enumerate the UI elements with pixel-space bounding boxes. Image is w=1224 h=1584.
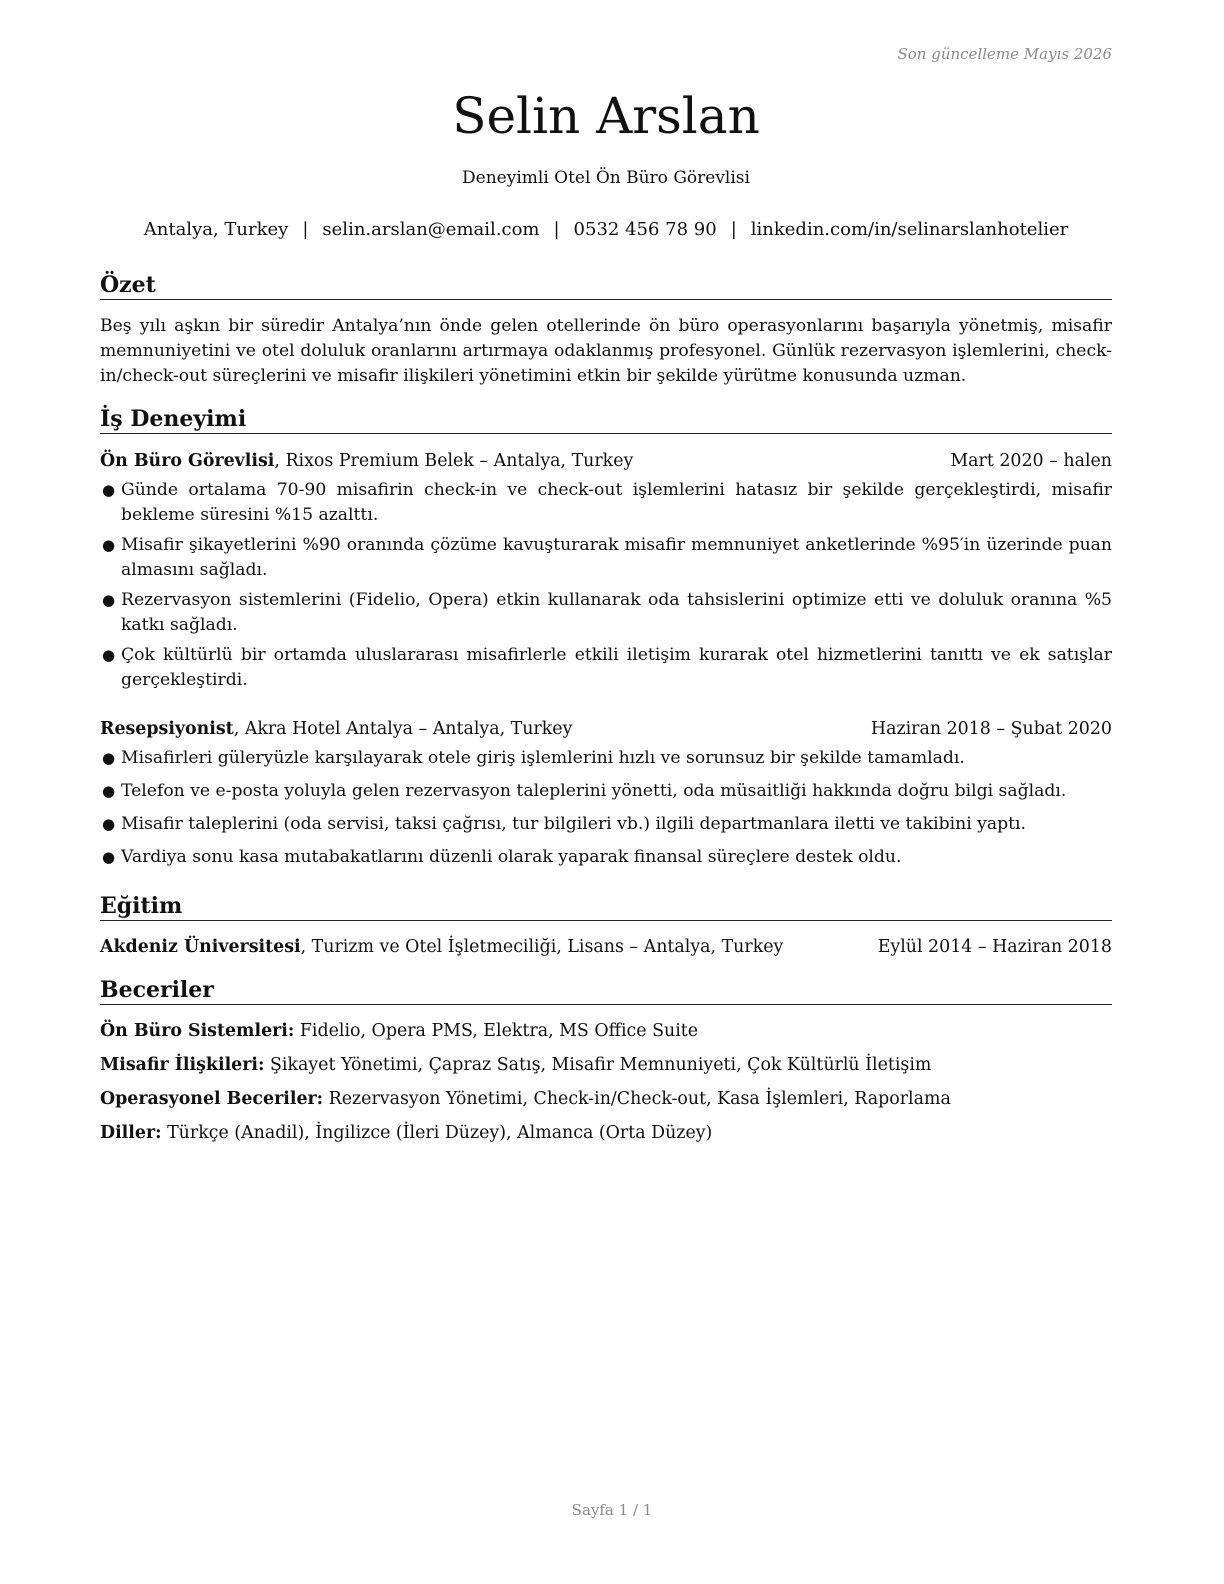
bullet-icon: ●: [102, 591, 116, 609]
list-item: [100, 746, 1112, 771]
contact-line: [100, 219, 1112, 240]
education-dates: Eylül 2014 – Haziran 2018: [877, 937, 1112, 957]
section-title-skills: Beceriler: [100, 977, 1112, 1005]
bullet-icon: ●: [102, 536, 116, 554]
degree-detail: , Turizm ve Otel İşletmeciliği, Lisans – Antalya, Turkey: [300, 937, 784, 957]
contact-separator: |: [553, 219, 560, 240]
contact-separator: |: [730, 219, 737, 240]
bullet-text: Misafir taleplerini (oda servisi, taksi çağrısı, tur bilgileri vb.) ilgili departmanlara iletti ve takibini yaptı.: [121, 814, 1026, 834]
list-item: [100, 478, 1112, 528]
experience-role: [100, 449, 633, 473]
list-item: [100, 588, 1112, 638]
skill-line: [100, 1053, 1112, 1077]
job-dates: Haziran 2018 – Şubat 2020: [870, 719, 1112, 739]
contact-separator: |: [302, 219, 309, 240]
list-item: [100, 779, 1112, 804]
page-number: Sayfa 1 / 1: [571, 1501, 653, 1519]
section-title-education: Eğitim: [100, 893, 1112, 921]
bullet-text: Rezervasyon sistemlerini (Fidelio, Opera) etkin kullanarak oda tahsislerini optimize etti ve doluluk oranına %5 katkı sağladı.: [121, 590, 1112, 635]
candidate-name: Selin Arslan: [452, 87, 760, 145]
bullet-icon: ●: [102, 815, 116, 833]
job-title: Ön Büro Görevlisi: [100, 451, 275, 471]
bullet-icon: ●: [102, 481, 116, 499]
skill-label: Operasyonel Beceriler:: [100, 1089, 324, 1109]
experience-bullets: [100, 746, 1112, 870]
skill-label: Diller:: [100, 1123, 162, 1143]
bullet-text: Çok kültürlü bir ortamda uluslararası misafirlerle etkili iletişim kurarak otel hizmetlerini tanıttı ve ek satışlar gerçekleştirdi.: [121, 645, 1112, 690]
bullet-text: Telefon ve e-posta yoluyla gelen rezervasyon taleplerini yönetti, oda müsaitliği hakkında doğru bilgi sağladı.: [121, 781, 1067, 801]
list-item: [100, 812, 1112, 837]
job-title: Resepsiyonist: [100, 719, 234, 739]
education-degree: [100, 935, 783, 959]
contact-linkedin[interactable]: linkedin.com/in/selinarslanhotelier: [750, 219, 1069, 240]
bullet-text: Misafirleri güleryüzle karşılayarak otele giriş işlemlerini hızlı ve sorunsuz bir şekilde tamamladı.: [121, 748, 965, 768]
summary-text: Beş yılı aşkın bir süredir Antalya’nın önde gelen otellerinde ön büro operasyonlarını başarıyla yönetmiş, misafir memnuniyetini ve otel doluluk oranlarını artırmaya odaklanmış profesyonel. Günlük rezervasyon işlemlerini, check-in/check-out süreçlerini ve misafir ilişkileri yönetimini etkin bir şekilde yürütme konusunda uzman.: [100, 316, 1112, 386]
contact-phone[interactable]: 0532 456 78 90: [573, 219, 717, 240]
bullet-icon: ●: [102, 749, 116, 767]
last-updated-note: Son güncelleme Mayıs 2026: [897, 45, 1112, 63]
skill-value: Rezervasyon Yönetimi, Check-in/Check-out, Kasa İşlemleri, Raporlama: [323, 1089, 951, 1109]
skill-line: [100, 1121, 1112, 1145]
contact-location: Antalya, Turkey: [143, 219, 289, 240]
section-title-experience: İş Deneyimi: [100, 406, 1112, 434]
bullet-text: Günde ortalama 70-90 misafirin check-in ve check-out işlemlerini hatasız bir şekilde gerçekleştirdi, misafir bekleme süresini %15 azalttı.: [121, 480, 1112, 525]
bullet-text: Vardiya sonu kasa mutabakatlarını düzenli olarak yaparak finansal süreçlere destek oldu.: [121, 847, 902, 867]
bullet-text: Misafir şikayetlerini %90 oranında çözüme kavuşturarak misafir memnuniyet anketlerinde %95′in üzerinde puan almasını sağladı.: [121, 535, 1112, 580]
bullet-icon: ●: [102, 848, 116, 866]
experience-role: [100, 717, 572, 741]
skill-value: Fidelio, Opera PMS, Elektra, MS Office Suite: [294, 1021, 699, 1041]
skill-line: [100, 1087, 1112, 1111]
skill-line: [100, 1019, 1112, 1043]
bullet-icon: ●: [102, 646, 116, 664]
skill-label: Misafir İlişkileri:: [100, 1055, 265, 1075]
experience-bullets: [100, 478, 1112, 693]
contact-email[interactable]: selin.arslan@email.com: [322, 219, 540, 240]
resume-page: [100, 0, 1112, 1584]
list-item: [100, 643, 1112, 693]
skill-value: Türkçe (Anadil), İngilizce (İleri Düzey), Almanca (Orta Düzey): [161, 1123, 713, 1143]
list-item: [100, 845, 1112, 870]
section-title-summary: Özet: [100, 272, 1112, 300]
skill-label: Ön Büro Sistemleri:: [100, 1021, 295, 1041]
job-dates: Mart 2020 – halen: [950, 451, 1112, 471]
job-company: , Akra Hotel Antalya – Antalya, Turkey: [233, 719, 573, 739]
school-name: Akdeniz Üniversitesi: [100, 937, 301, 957]
bullet-icon: ●: [102, 782, 116, 800]
job-company: , Rixos Premium Belek – Antalya, Turkey: [274, 451, 634, 471]
candidate-headline: Deneyimli Otel Ön Büro Görevlisi: [462, 168, 750, 188]
list-item: [100, 533, 1112, 583]
skill-value: Şikayet Yönetimi, Çapraz Satış, Misafir Memnuniyeti, Çok Kültürlü İletişim: [264, 1055, 932, 1075]
